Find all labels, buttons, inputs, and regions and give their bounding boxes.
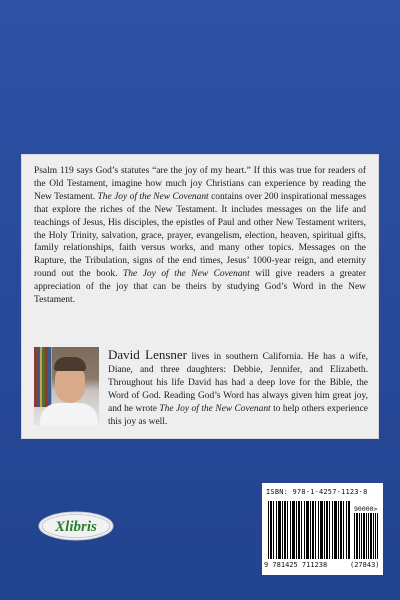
ean-bars: [268, 501, 350, 559]
blurb-book-title-1: The Joy of the New Covenant: [97, 191, 209, 202]
isbn-barcode: [262, 483, 383, 575]
author-bio-book-title: The Joy of the New Covenant: [159, 403, 271, 414]
price-code: 90000>: [354, 505, 378, 513]
author-bio-text-2: to help others experience this joy as well.: [108, 403, 368, 427]
book-blurb: [34, 165, 366, 307]
author-name: David Lensner: [108, 347, 188, 362]
xlibris-logo: [37, 509, 115, 543]
logo-text: Xlibris: [55, 519, 97, 535]
author-shirt: [40, 403, 98, 426]
blurb-text-1: Psalm 119 says God’s statutes “are the joy of my heart.” If this was true for readers of the Old Testament, imagine how much joy Christians can experience by reading the New Testament.: [34, 166, 366, 202]
author-hair: [54, 357, 86, 371]
blurb-text-3: will give readers a greater appreciation of the joy that can be theirs by studying God’s Word in the New Testament.: [34, 269, 367, 306]
blurb-text-2: contains over 200 inspirational messages that explore the riches of the New Testament. It includes messages on the life and teachings of Jesus, His disciples, the epistles of Paul and other New Testament writers, the Holy Trinity, salvation, grace, prayer, evangelism, election, heaven, spiritual gifts, family relationships, faith versus works, and many other topics. Messages on the Rapture, the Tribulation, signs of the end times, Jesus’ 1000-year reign, and eternity round out the book.: [34, 191, 366, 280]
ean-digits: 9 781425 711238: [264, 561, 328, 569]
author-bio: [108, 349, 368, 428]
addon-digits: (27843): [350, 561, 380, 569]
author-photo: [34, 347, 99, 426]
blurb-book-title-2: The Joy of the New Covenant: [123, 269, 250, 280]
addon-bars: [354, 513, 378, 559]
description-panel: [22, 155, 378, 438]
bookshelf-background: [34, 347, 52, 407]
author-bio-text-1: lives in southern California. He has a wife, Diane, and three daughters: Debbie, Jennifer, and Elizabeth. Throughout his life David has had a deep love for the Bible, the Word of God. Reading God’s Word has always given him great joy, and he wrote: [108, 352, 368, 414]
isbn-number: ISBN: 978-1-4257-1123-8: [266, 488, 368, 496]
